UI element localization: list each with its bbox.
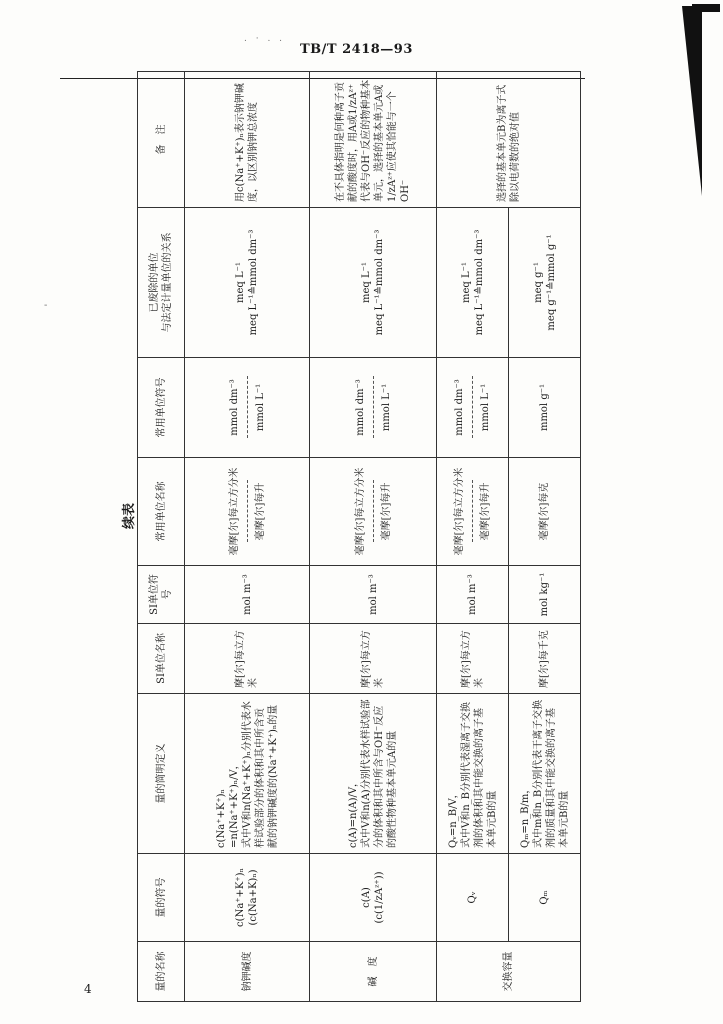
quantity-definition: Qᵥ=n_B/V， 式中V和n_B分别代表湿离子交换剂的体积和其中能交换的离子基本单元B的量 [437,694,509,854]
relation-line: meq L⁻¹≙mmol dm⁻³ [473,229,485,336]
quantity-symbol: Qₘ [509,854,581,942]
continued-label: 续表 [122,503,137,530]
unit-line: mmol dm⁻³ [228,379,240,436]
abolished-unit-relation [185,208,310,358]
common-unit-symbol [437,358,509,458]
si-unit-name: 摩[尔]每立方米 [310,624,437,694]
col-header: SI单位名称 [138,624,185,694]
common-unit-symbol [310,358,437,458]
quantity-definition: c(Na⁺+K⁺)ₙ =n(Na⁺+K⁺)ₙ/V， 式中V和n(Na⁺+K⁺)ₙ分别代表水样试验部分的体积和其中所含贡献的钠钾碱度的(Na⁺+K⁺)ₙ的量 [185,694,310,854]
unit-line: 毫摩[尔]每立方分米 [454,467,465,556]
dotted-separator [373,481,374,543]
scan-speckle-left: - [44,300,48,311]
quantity-symbol [310,854,437,942]
col-header: 备 注 [138,72,185,208]
scan-speckle: . · . . [244,34,286,44]
abolished-unit-relation [437,208,509,358]
col-header: 量的简明定义 [138,694,185,854]
col-header: 常用单位名称 [138,458,185,566]
page-number: 4 [84,982,92,996]
quantity-symbol [185,854,310,942]
dotted-separator [472,377,473,439]
dotted-separator [247,377,248,439]
table-header-row [138,72,185,1002]
col-header: 量的符号 [138,854,185,942]
abolished-unit-relation [310,208,437,358]
symbol-line: (c(Na+K)ₙ) [248,869,259,926]
relation-line: meq g⁻¹≙mmol g⁻¹ [545,234,557,331]
col-header: 常用单位符号 [138,358,185,458]
quantity-name: 碱 度 [310,942,437,1002]
relation-line: meq L⁻¹≙mmol dm⁻³ [248,229,259,336]
scan-edge-shadow [682,6,702,196]
unit-line: mmol L⁻¹ [254,383,266,432]
si-unit-symbol: mol m⁻³ [437,566,509,624]
col-header: 已废除的单位 与法定计量单位的关系 [138,208,185,358]
unit-line: 毫摩[尔]每升 [254,482,266,541]
unit-line: mmol L⁻¹ [480,383,491,432]
common-unit-symbol: mmol g⁻¹ [509,358,581,458]
si-unit-name: 摩[尔]每立方米 [185,624,310,694]
quantity-name: 钠钾碱度 [185,942,310,1002]
relation-line: meq L⁻¹ [361,262,372,303]
dotted-separator [373,377,374,439]
unit-line: mmol dm⁻³ [354,379,366,436]
quantity-name: 交换容量 [437,942,581,1002]
unit-line: mmol L⁻¹ [380,383,392,432]
unit-line: 毫摩[尔]每立方分米 [228,467,240,556]
common-unit-name [310,458,437,566]
symbol-line: c(A) [361,887,372,908]
scan-edge-shadow-top [692,4,720,12]
table-row [310,72,437,1002]
dotted-separator [472,481,473,543]
symbol-line: (c(1/zAᶻ⁺)) [374,871,385,924]
abolished-unit-relation [509,208,581,358]
symbol-line: c(Na⁺+K⁺)ₙ [235,868,246,927]
relation-line: meq g⁻¹ [532,262,544,303]
si-unit-name: 摩[尔]每千克 [509,624,581,694]
rotated-table-wrapper [137,72,582,1002]
relation-line: meq L⁻¹≙mmol dm⁻³ [374,229,385,336]
remark: 选择的基本单元B为离子式除以电荷数的绝对值 [437,72,581,208]
unit-line: 毫摩[尔]每立方分米 [354,467,366,556]
unit-line: 毫摩[尔]每升 [380,482,392,541]
relation-line: meq L⁻¹ [235,262,246,303]
si-unit-symbol: mol kg⁻¹ [509,566,581,624]
remark: 用c(Na⁺+K⁺)ₙ表示钠钾碱度，以区别钠钾总浓度 [185,72,310,208]
relation-line: meq L⁻¹ [460,262,472,303]
unit-line: 毫摩[尔]每升 [480,482,491,541]
common-unit-name [437,458,509,566]
si-unit-name: 摩[尔]每立方米 [437,624,509,694]
dotted-separator [247,481,248,543]
si-unit-symbol: mol m⁻³ [310,566,437,624]
quantity-definition: c(A)=n(A)/V， 式中V和n(A)分别代表水样试验部分的体积和其中所含与OH⁻反应的酸性物种基本单元A的量 [310,694,437,854]
quantity-symbol: Qᵥ [437,854,509,942]
table-row [509,72,581,1002]
common-unit-name [185,458,310,566]
remark: 在不具体指明是何种离子贡献的酸度时，用A或1/zAᶻ⁺代表与OH⁻反应的物种基本单元，选择的基本单元A或1/zAᶻ⁺应使其恰能与一个OH⁻ [310,72,437,208]
common-unit-name: 毫摩[尔]每克 [509,458,581,566]
units-table [137,71,581,1002]
si-unit-symbol: mol m⁻³ [185,566,310,624]
unit-line: mmol dm⁻³ [454,379,465,436]
quantity-definition: Qₘ=n_B/m， 式中m和n_B分别代表干离子交换剂的质量和其中能交换的离子基本单元B的量 [509,694,581,854]
table-row [437,72,509,1002]
col-header: 量的名称 [138,942,185,1002]
table-row [185,72,310,1002]
standard-number: TB/T 2418—93 [300,42,413,57]
common-unit-symbol [185,358,310,458]
col-header: SI单位符号 [138,566,185,624]
